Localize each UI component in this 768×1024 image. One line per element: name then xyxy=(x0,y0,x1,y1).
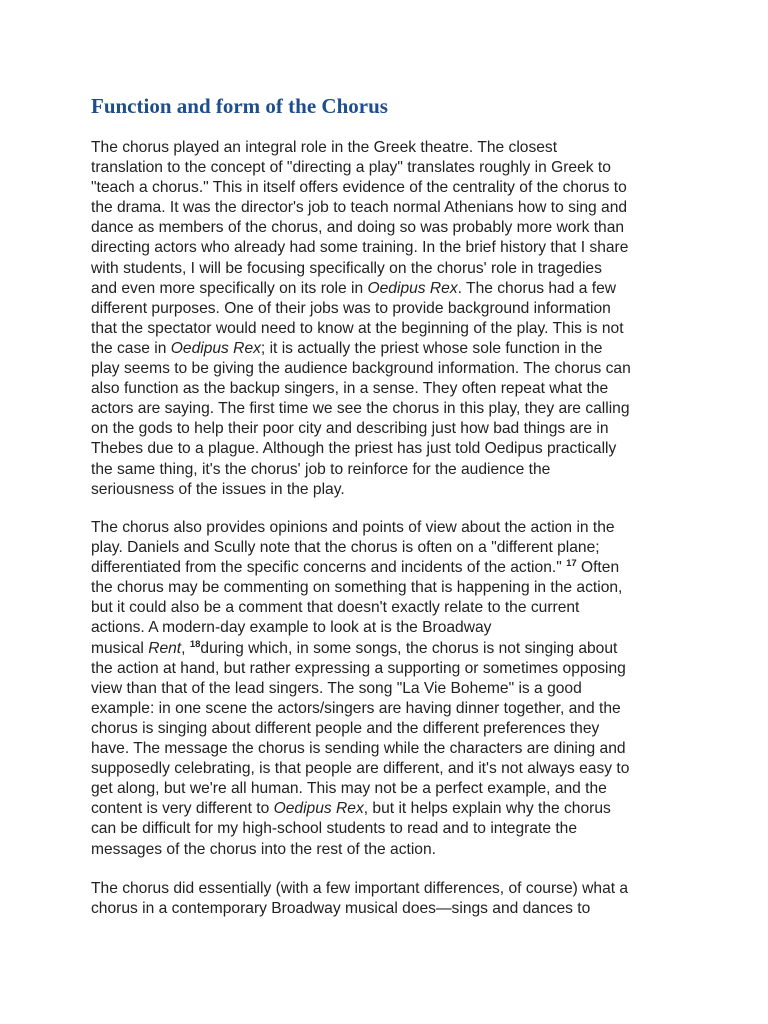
text-run: example: in one scene the actors/singers are having dinner together, and the xyxy=(91,699,621,717)
text-line xyxy=(91,359,691,379)
text-run: chorus is singing about different people and the different preferences they xyxy=(91,719,600,737)
text-line xyxy=(91,379,691,399)
text-run: the case in xyxy=(91,339,171,357)
text-line xyxy=(91,279,691,299)
text-line xyxy=(91,879,691,899)
text-run: chorus in a contemporary Broadway musical does—sings and dances to xyxy=(91,900,591,918)
text-line xyxy=(91,819,691,839)
text-line xyxy=(91,598,691,618)
text-line xyxy=(91,618,691,638)
text-run: the drama. It was the director's job to teach normal Athenians how to sing and xyxy=(91,199,628,217)
text-run: , but it helps explain why the chorus xyxy=(363,800,611,818)
text-line xyxy=(91,518,691,538)
footnote-marker: 18 xyxy=(189,638,201,650)
text-run: get along, but we're all human. This may not be a perfect example, and the xyxy=(91,780,607,798)
text-run: play seems to be giving the audience background information. The chorus can xyxy=(91,360,631,378)
italic-title: Oedipus Rex xyxy=(170,339,261,357)
text-line xyxy=(91,679,691,699)
text-run: the chorus may be commenting on something that is happening in the action, xyxy=(91,579,623,597)
text-run: musical xyxy=(91,639,149,657)
text-line xyxy=(91,739,691,759)
text-run: The chorus played an integral role in the Greek theatre. The closest xyxy=(91,139,558,156)
text-line xyxy=(91,299,691,319)
text-run: seriousness of the issues in the play. xyxy=(91,480,345,498)
text-line xyxy=(91,339,691,359)
footnote-marker: 17 xyxy=(566,558,577,570)
text-run: the same thing, it's the chorus' job to reinforce for the audience the xyxy=(91,460,551,478)
text-run: have. The message the chorus is sending while the characters are dining and xyxy=(91,740,626,758)
text-line xyxy=(91,460,691,480)
text-line xyxy=(91,558,691,578)
paragraph-2 xyxy=(91,518,691,860)
text-run: with students, I will be focusing specifically on the chorus' role in tragedies xyxy=(91,259,602,277)
text-run: can be difficult for my high-school students to read and to integrate the xyxy=(91,820,578,838)
paragraph-3 xyxy=(91,879,691,919)
text-run: dance as members of the chorus, and doing so was probably more work than xyxy=(91,219,625,237)
text-run: and even more specifically on its role in xyxy=(91,279,368,297)
text-run: differentiated from the specific concerns and incidents of the action." xyxy=(91,559,567,577)
text-line xyxy=(91,158,691,178)
text-line xyxy=(91,538,691,558)
text-run: actions. A modern-day example to look at is the Broadway xyxy=(91,619,492,637)
text-line xyxy=(91,419,691,439)
text-run: "teach a chorus." This in itself offers evidence of the centrality of the chorus to xyxy=(91,179,627,197)
text-run: but it could also be a comment that doesn't exactly relate to the current xyxy=(91,599,580,617)
text-line xyxy=(91,259,691,279)
text-run: during which, in some songs, the chorus is not singing about xyxy=(200,639,618,657)
text-run: that the spectator would need to know at the beginning of the play. This is not xyxy=(91,319,624,337)
text-line xyxy=(91,319,691,339)
text-run: content is very different to xyxy=(91,800,274,818)
text-run: . The chorus had a few xyxy=(457,279,616,297)
text-run: ; it is actually the priest whose sole function in the xyxy=(260,339,603,357)
text-line xyxy=(91,719,691,739)
text-line xyxy=(91,198,691,218)
text-line xyxy=(91,779,691,799)
text-line xyxy=(91,480,691,500)
text-line xyxy=(91,659,691,679)
italic-title: Oedipus Rex xyxy=(273,800,364,818)
text-run: on the gods to help their poor city and describing just how bad things are in xyxy=(91,420,609,438)
text-line xyxy=(91,759,691,779)
section-heading: Function and form of the Chorus xyxy=(91,94,388,118)
text-run: also function as the backup singers, in a sense. They often repeat what the xyxy=(91,380,609,398)
text-line xyxy=(91,439,691,459)
text-run: The chorus did essentially (with a few important differences, of course) what a xyxy=(91,880,629,897)
paragraph-1 xyxy=(91,138,691,500)
text-run: messages of the chorus into the rest of the action. xyxy=(91,840,436,858)
text-run: the action at hand, but rather expressing a supporting or sometimes opposing xyxy=(91,659,626,677)
text-run: Thebes due to a plague. Although the priest has just told Oedipus practically xyxy=(91,440,617,458)
italic-title: Oedipus Rex xyxy=(367,279,458,297)
text-line xyxy=(91,799,691,819)
text-run: supposedly celebrating, is that people are different, and it's not always easy to xyxy=(91,760,630,778)
text-line xyxy=(91,138,691,158)
text-run: translation to the concept of "directing a play" translates roughly in Greek to xyxy=(91,159,611,177)
text-run: actors are saying. The first time we see the chorus in this play, they are calling xyxy=(91,400,630,418)
text-run: directing actors who already had some training. In the brief history that I share xyxy=(91,239,629,257)
text-run: different purposes. One of their jobs was to provide background information xyxy=(91,299,611,317)
text-run: , xyxy=(181,639,190,657)
text-run: The chorus also provides opinions and points of view about the action in the xyxy=(91,519,615,536)
text-line xyxy=(91,899,691,919)
text-line xyxy=(91,639,691,659)
italic-title: Rent xyxy=(148,639,182,657)
text-line xyxy=(91,218,691,238)
text-line xyxy=(91,699,691,719)
text-line xyxy=(91,840,691,860)
text-line xyxy=(91,399,691,419)
text-line xyxy=(91,578,691,598)
text-run: play. Daniels and Scully note that the chorus is often on a "different plane; xyxy=(91,539,600,557)
text-run: Often xyxy=(576,559,620,577)
text-line xyxy=(91,178,691,198)
text-line xyxy=(91,238,691,258)
text-run: view than that of the lead singers. The song "La Vie Boheme" is a good xyxy=(91,679,582,697)
